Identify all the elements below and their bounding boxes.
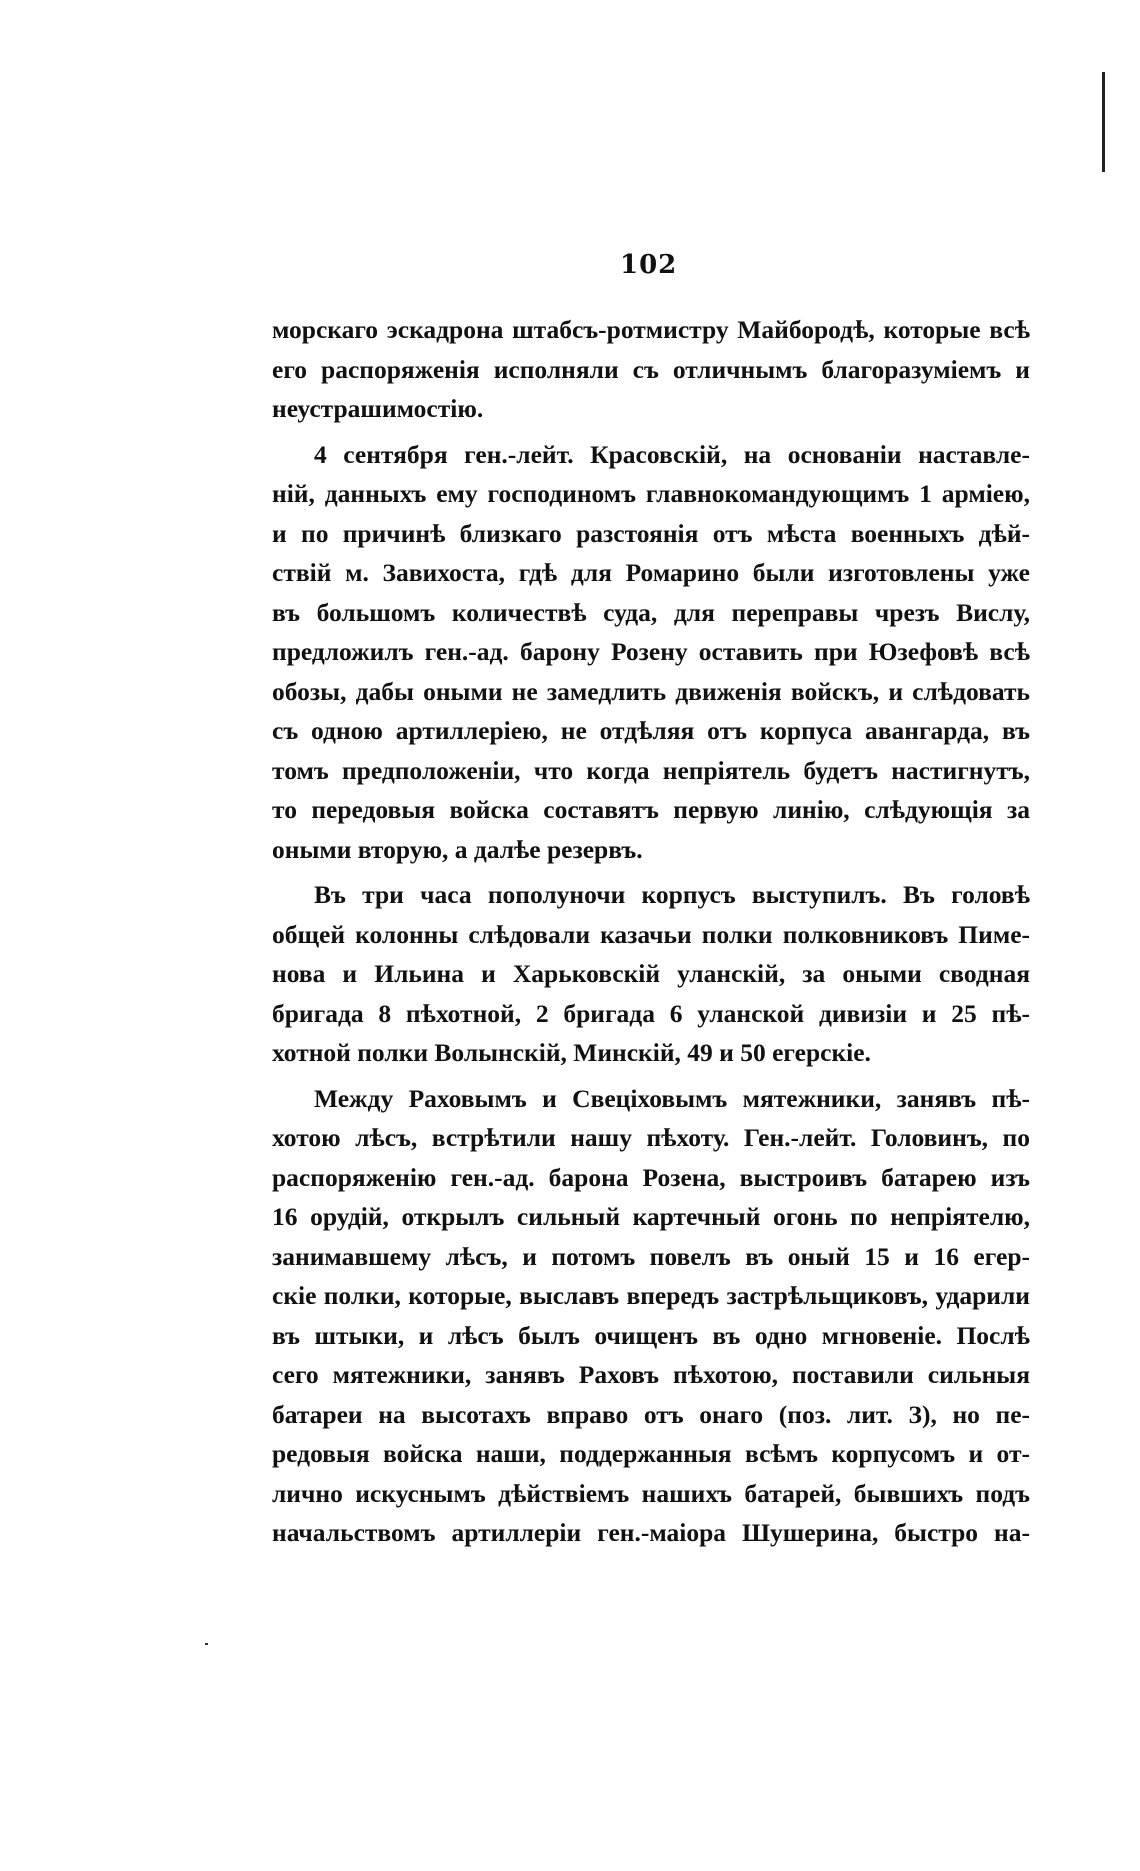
text-line: хотной полки Волынскій, Минскій, 49 и 50 егерскіе. (272, 1038, 871, 1067)
text-line: батареи на высотахъ вправо отъ онаго (поз. лит. З), но пе- (272, 1399, 1030, 1429)
text-line: предложилъ ген.-ад. барону Розену оставить при Юзефовѣ всѣ (272, 637, 1030, 666)
text-line: оными вторую, а далѣе резервъ. (272, 834, 643, 864)
paragraph-2 (272, 435, 1030, 870)
body-text (272, 310, 1030, 1559)
page-number: 102 (620, 250, 678, 280)
text-line: бригада 8 пѣхотной, 2 бригада 6 уланской дивизіи и 25 пѣ- (272, 998, 1030, 1028)
scan-speck (205, 1643, 208, 1645)
paragraph-4 (272, 1079, 1030, 1553)
text-line: занимавшему лѣсъ, и потомъ повелъ въ оный 15 и 16 егер- (272, 1241, 1030, 1271)
text-line: 4 сентября ген.-лейт. Красовскій, на основаніи наставле- (314, 439, 1030, 469)
text-line: и по причинѣ близкаго разстоянія отъ мѣста военныхъ дѣй- (272, 518, 1030, 548)
text-line: его распоряженія исполняли съ отличнымъ благоразуміемъ и (272, 354, 1030, 384)
text-line: Между Раховымъ и Свецiховымъ мятежники, занявъ пѣ- (314, 1083, 1030, 1113)
text-line: ствій м. Завихоста, гдѣ для Ромарино были изготовлены уже (272, 558, 1030, 587)
text-line: съ одною артиллеріею, не отдѣляя отъ корпуса авангарда, въ (272, 716, 1030, 745)
text-line: неустрашимостію. (272, 394, 484, 423)
text-line: редовыя войска наши, поддержанныя всѣмъ корпусомъ и от- (272, 1439, 1030, 1468)
text-line: лично искуснымъ дѣйствіемъ нашихъ батарей, бывшихъ подъ (272, 1478, 1030, 1508)
text-line: скіе полки, которые, выславъ впередъ застрѣльщиковъ, ударили (272, 1281, 1030, 1310)
margin-rule (1102, 72, 1105, 172)
text-line: общей колонны слѣдовали казачьи полки полковниковъ Пиме- (272, 919, 1030, 949)
text-line: хотою лѣсъ, встрѣтили нашу пѣхоту. Ген.-лейт. Головинъ, по (272, 1123, 1030, 1152)
text-line: начальствомъ артиллеріи ген.-маіора Шушерина, быстро на- (272, 1518, 1030, 1547)
paragraph-1 (272, 310, 1030, 429)
text-line: въ штыки, и лѣсъ былъ очищенъ въ одно мгновеніе. Послѣ (272, 1320, 1030, 1350)
text-line: томъ предположеніи, что когда непріятель будетъ настигнутъ, (272, 755, 1030, 785)
text-line: нова и Ильина и Харьковскій уланскій, за оными сводная (272, 959, 1030, 988)
text-line: обозы, дабы оными не замедлить движенія войскъ, и слѣдовать (272, 676, 1030, 706)
text-line: Въ три часа пополуночи корпусъ выступилъ. Въ головѣ (314, 880, 1030, 909)
text-line: сего мятежники, занявъ Раховъ пѣхотою, поставили сильныя (272, 1360, 1030, 1389)
text-line: 16 орудій, открылъ сильный картечный огонь по непріятелю, (272, 1202, 1030, 1231)
text-line: морскаго эскадрона штабсъ-ротмистру Майбородѣ, которые всѣ (272, 315, 1030, 344)
text-line: въ большомъ количествѣ суда, для переправы чрезъ Вислу, (272, 597, 1030, 627)
paragraph-3 (272, 875, 1030, 1073)
text-line: распоряженію ген.-ад. барона Розена, выстроивъ батарею изъ (272, 1162, 1030, 1192)
text-line: то передовыя войска составятъ первую линію, слѣдующія за (272, 795, 1030, 824)
text-line: ній, данныхъ ему господиномъ главнокомандующимъ 1 арміею, (272, 479, 1030, 508)
